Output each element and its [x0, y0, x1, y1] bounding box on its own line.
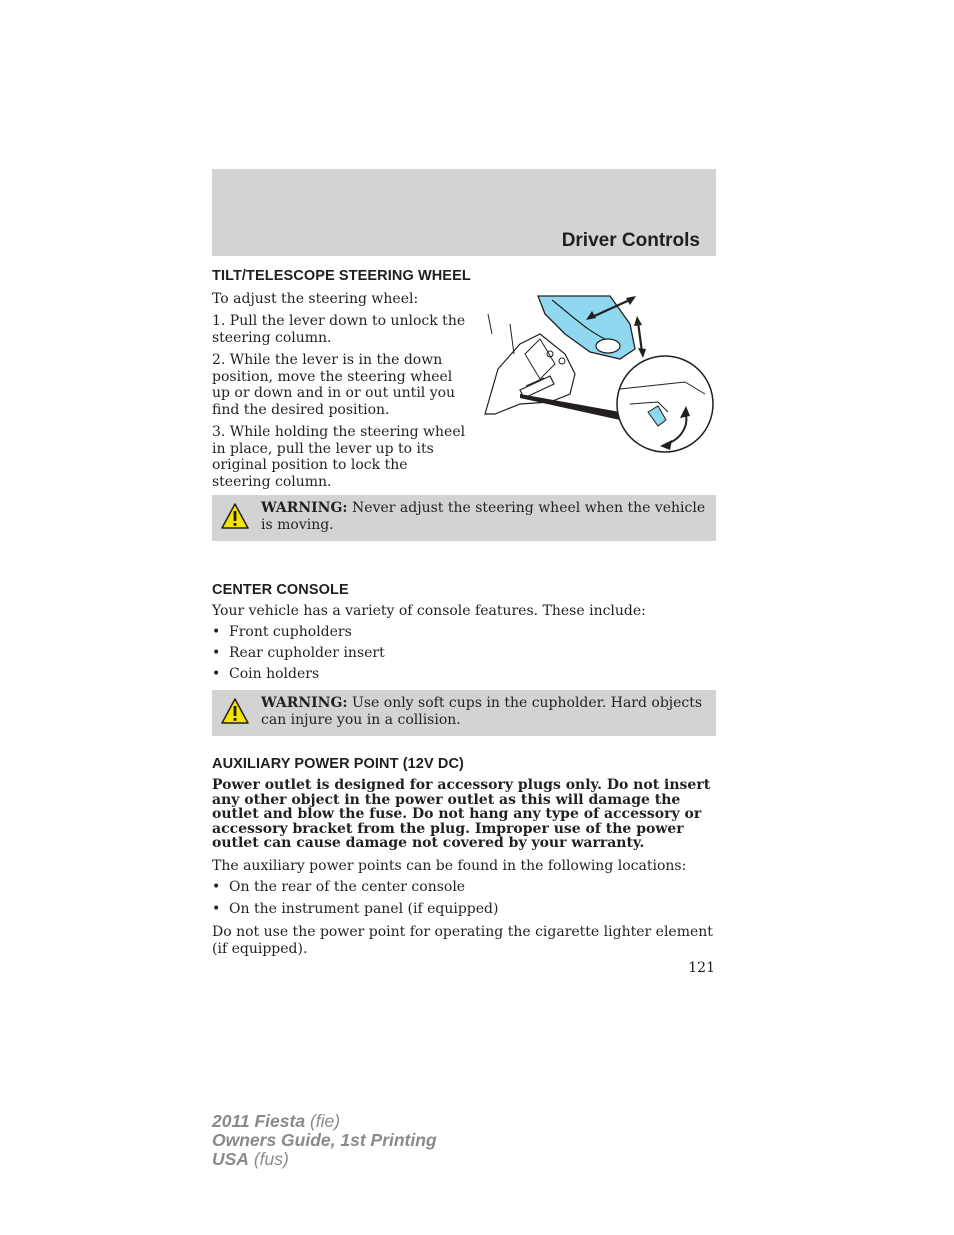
footer-model: 2011 Fiesta — [212, 1111, 306, 1131]
warning-label: WARNING: — [261, 695, 348, 711]
steering-wheel-illustration — [480, 294, 720, 460]
power-closing: Do not use the power point for operating the cigarette lighter element (if equipped). — [212, 924, 713, 957]
console-intro: Your vehicle has a variety of console features. These include: — [212, 603, 646, 619]
power-caution — [212, 778, 717, 851]
list-item-text: On the instrument panel (if equipped) — [229, 901, 499, 917]
list-item: • On the instrument panel (if equipped) — [212, 901, 499, 917]
power-intro: The auxiliary power points can be found in the following locations: — [212, 858, 687, 874]
warning-triangle-icon — [220, 697, 250, 729]
tilt-heading: TILT/TELESCOPE STEERING WHEEL — [212, 268, 471, 284]
header-band — [212, 169, 716, 256]
list-item-text: Front cupholders — [229, 624, 352, 640]
document-footer — [212, 1112, 437, 1169]
warning-box-steering — [212, 495, 716, 541]
tilt-step-3: 3. While holding the steering wheel in place, pull the lever up to its original position to lock the steering column. — [212, 424, 466, 490]
list-item-text: On the rear of the center console — [229, 879, 466, 895]
footer-model-code: (fie) — [305, 1111, 341, 1131]
warning-triangle-icon — [220, 502, 250, 534]
warning-text-steering — [261, 500, 711, 533]
power-caution-line: any other object in the power outlet as this will damage the — [212, 791, 681, 808]
list-item: • On the rear of the center console — [212, 879, 466, 895]
list-item: • Front cupholders — [212, 624, 352, 640]
warning-label: WARNING: — [261, 500, 348, 516]
warning-message: Use only soft cups in the cupholder. Hard objects can injure you in a collision. — [261, 695, 703, 728]
list-item-text: Rear cupholder insert — [229, 645, 385, 661]
tilt-intro: To adjust the steering wheel: — [212, 291, 419, 307]
warning-message: Never adjust the steering wheel when the vehicle is moving. — [261, 500, 706, 533]
list-item: • Coin holders — [212, 666, 320, 682]
footer-market-code: (fus) — [248, 1149, 289, 1169]
warning-text-cupholder — [261, 695, 711, 728]
footer-market: USA — [212, 1149, 249, 1169]
console-heading: CENTER CONSOLE — [212, 582, 349, 598]
warning-box-cupholder — [212, 690, 716, 736]
tilt-step-2: 2. While the lever is in the down position, move the steering wheel up or down and in or out until you find the desired position. — [212, 352, 456, 418]
list-item-text: Coin holders — [229, 666, 320, 682]
page-number: 121 — [688, 960, 715, 976]
power-caution-line: accessory bracket from the plug. Improper use of the power — [212, 820, 684, 837]
power-caution-line: outlet and blow the fuse. Do not hang any type of accessory or — [212, 806, 702, 823]
footer-edition: Owners Guide, 1st Printing — [212, 1130, 437, 1150]
power-caution-line: Power outlet is designed for accessory plugs only. Do not insert — [212, 777, 711, 793]
power-caution-line: outlet can cause damage not covered by your warranty. — [212, 835, 645, 852]
section-title: Driver Controls — [561, 230, 700, 251]
list-item: • Rear cupholder insert — [212, 645, 385, 661]
power-heading: AUXILIARY POWER POINT (12V DC) — [212, 756, 464, 772]
tilt-step-1: 1. Pull the lever down to unlock the steering column. — [212, 313, 466, 346]
